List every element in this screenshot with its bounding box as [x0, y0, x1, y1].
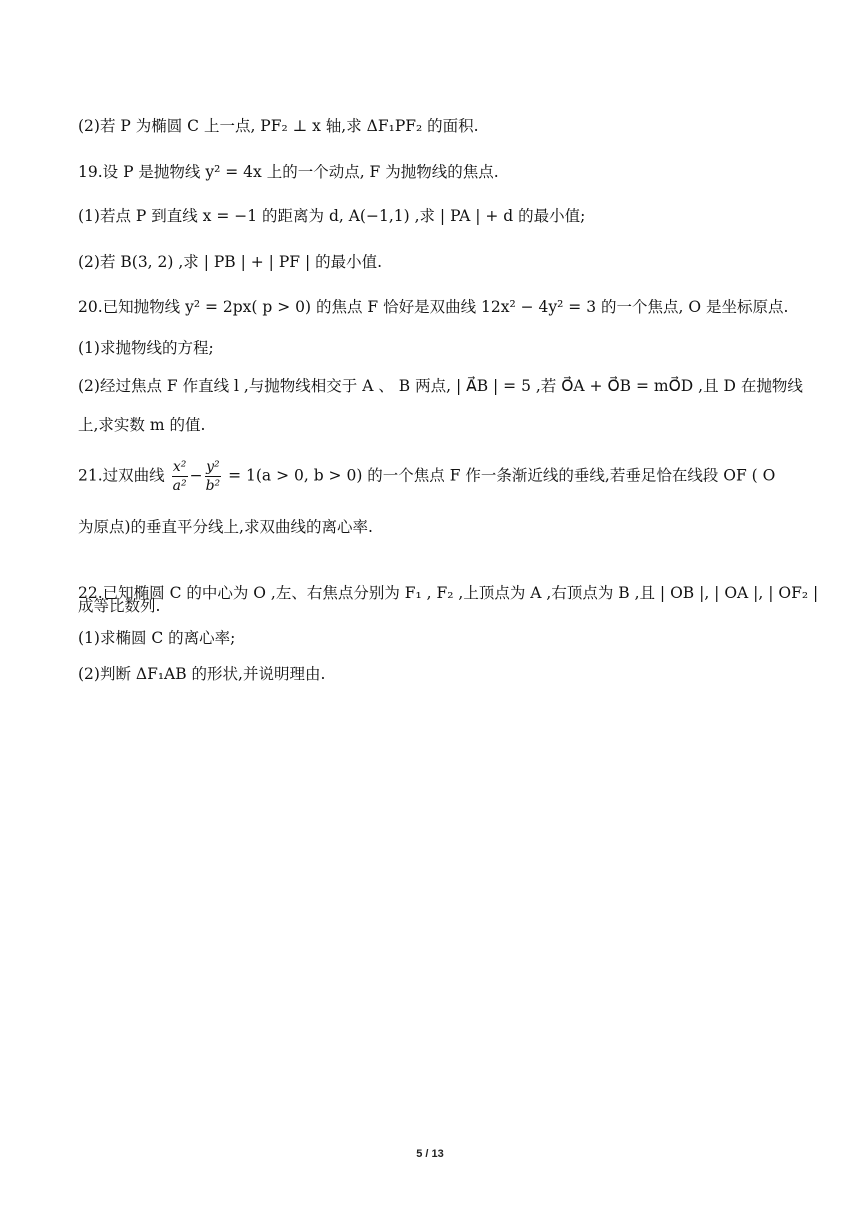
question-21 [78, 458, 790, 495]
minus-sign: − [189, 466, 203, 485]
text-line: (2)若 P 为椭圆 C 上一点, PF₂ ⊥ x 轴,求 ΔF₁PF₂ 的面积. [78, 117, 479, 135]
text-line: (1)求椭圆 C 的离心率; [78, 629, 236, 647]
page-number: 5 / 13 [416, 1148, 444, 1160]
q21-suffix: = 1(a > 0, b > 0) 的一个焦点 F 作一条渐近线的垂线,若垂足恰在线段 OF ( O [228, 466, 776, 485]
text-line: 为原点)的垂直平分线上,求双曲线的离心率. [78, 518, 373, 536]
text-line: (1)求抛物线的方程; [78, 339, 214, 357]
q21-prefix: 21.过双曲线 [78, 466, 165, 485]
fraction-numerator: y² [206, 459, 220, 475]
text-line: (2)经过焦点 F 作直线 l ,与抛物线相交于 A 、 B 两点, | A⃗B | = 5 ,若 O⃗A + O⃗B = mO⃗D ,且 D 在抛物线 [78, 377, 803, 395]
question-20: 20.已知抛物线 y² = 2px( p > 0) 的焦点 F 恰好是双曲线 12x² − 4y² = 3 的一个焦点, O 是坐标原点. [78, 298, 789, 316]
question-22: 22.已知椭圆 C 的中心为 O ,左、右焦点分别为 F₁ , F₂ ,上顶点为 A ,右顶点为 B ,且 | OB |, | OA |, | OF₂ | [78, 584, 819, 602]
text-line: 上,求实数 m 的值. [78, 416, 206, 434]
text-line: (2)若 B(3, 2) ,求 | PB | + | PF | 的最小值. [78, 253, 383, 271]
text-line: (1)若点 P 到直线 x = −1 的距离为 d, A(−1,1) ,求 | PA | + d 的最小值; [78, 207, 586, 225]
text-line: (2)判断 ΔF₁AB 的形状,并说明理由. [78, 665, 326, 683]
fraction-numerator: x² [172, 459, 187, 475]
question-19: 19.设 P 是抛物线 y² = 4x 上的一个动点, F 为抛物线的焦点. [78, 163, 499, 181]
fraction-denominator: a² [172, 478, 187, 494]
fraction [172, 458, 188, 495]
fraction [205, 458, 222, 495]
text-line: 成等比数列. [78, 597, 161, 615]
fraction-denominator: b² [205, 478, 221, 494]
